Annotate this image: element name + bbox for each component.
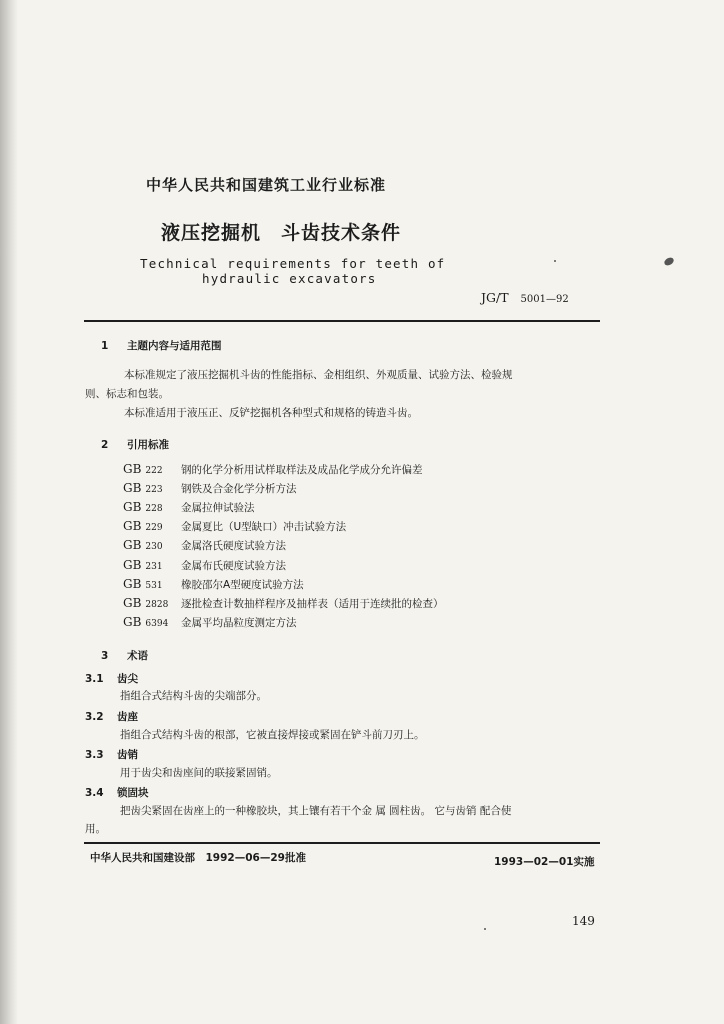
term-3-4-definition-line2: 用。: [85, 823, 106, 835]
section-1-para1-line2: 则、标志和包装。: [85, 388, 169, 400]
scan-speck: [663, 256, 675, 267]
reference-item: GB 229 金属夏比（U型缺口）冲击试验方法: [123, 519, 347, 533]
term-3-1: 3.1 齿尖: [85, 673, 138, 685]
term-3-1-definition: 指组合式结构斗齿的尖端部分。: [120, 690, 267, 702]
reference-item: GB 2828 逐批检查计数抽样程序及抽样表（适用于连续批的检查）: [123, 596, 444, 610]
page-number: 149: [572, 914, 595, 928]
section-1-para1-line1: 本标准规定了液压挖掘机斗齿的性能指标、金相组织、外观质量、试验方法、检验规: [124, 369, 513, 381]
reference-title: 金属洛氏硬度试验方法: [181, 540, 286, 552]
document-title-en-line2: hydraulic excavators: [202, 271, 377, 286]
section-2-heading: [101, 437, 169, 452]
standard-body-heading: 中华人民共和国建筑工业行业标准: [146, 176, 387, 194]
standard-prefix: JG/T: [481, 290, 509, 305]
reference-title: 橡胶邵尔A型硬度试验方法: [181, 579, 304, 591]
reference-item: GB 228 金属拉伸试验法: [123, 500, 255, 514]
reference-item: GB 6394 金属平均晶粒度测定方法: [123, 615, 297, 629]
reference-item: GB 222 钢的化学分析用试样取样法及成品化学成分允许偏差: [123, 462, 423, 476]
section-number: 2: [101, 439, 109, 451]
reference-item: GB 531 橡胶邵尔A型硬度试验方法: [123, 577, 304, 591]
term-3-4-definition-line1: 把齿尖紧固在齿座上的一种橡胶块，其上镶有若干个金 属 圆柱齿。 它与齿销 配合使: [120, 805, 512, 817]
effective-date: 1993—02—01实施: [494, 856, 595, 868]
reference-title: 钢铁及合金化学分析方法: [181, 483, 297, 495]
section-1-para2: 本标准适用于液压正、反铲挖掘机各种型式和规格的铸造斗齿。: [124, 407, 418, 419]
bottom-divider: [84, 842, 600, 844]
section-number: 1: [101, 340, 109, 352]
reference-title: 金属拉伸试验法: [181, 502, 255, 514]
section-title: 引用标准: [127, 439, 169, 451]
approval-line: 中华人民共和国建设部 1992—06—29批准: [90, 852, 306, 864]
term-3-2-definition: 指组合式结构斗齿的根部，它被直接焊接或紧固在铲斗前刀刃上。: [120, 729, 425, 741]
reference-item: GB 223 钢铁及合金化学分析方法: [123, 481, 297, 495]
section-title: 术语: [127, 650, 148, 662]
section-1-heading: [101, 338, 222, 353]
standard-code: [481, 290, 569, 305]
section-3-heading: [101, 648, 148, 663]
term-3-3-definition: 用于齿尖和齿座间的联接紧固销。: [120, 767, 278, 779]
reference-title: 钢的化学分析用试样取样法及成品化学成分允许偏差: [181, 464, 423, 476]
reference-item: GB 230 金属洛氏硬度试验方法: [123, 538, 286, 552]
term-3-3: 3.3 齿销: [85, 749, 138, 761]
reference-title: 逐批检查计数抽样程序及抽样表（适用于连续批的检查）: [181, 598, 444, 610]
top-divider: [84, 320, 600, 322]
scan-page-edge: [0, 0, 18, 1024]
reference-item: GB 231 金属布氏硬度试验方法: [123, 558, 286, 572]
document-title-cn: 液压挖掘机 斗齿技术条件: [161, 222, 402, 244]
reference-title: 金属平均晶粒度测定方法: [181, 617, 297, 629]
scan-speck: [484, 928, 486, 930]
scan-speck: [554, 260, 556, 262]
standard-number: 5001—92: [520, 294, 569, 305]
document-title-en-line1: Technical requirements for teeth of: [140, 256, 446, 271]
term-3-4: 3.4 锁固块: [85, 787, 149, 799]
reference-title: 金属布氏硬度试验方法: [181, 560, 286, 572]
reference-title: 金属夏比（U型缺口）冲击试验方法: [181, 521, 347, 533]
section-title: 主题内容与适用范围: [127, 340, 222, 352]
section-number: 3: [101, 650, 109, 662]
term-3-2: 3.2 齿座: [85, 711, 138, 723]
